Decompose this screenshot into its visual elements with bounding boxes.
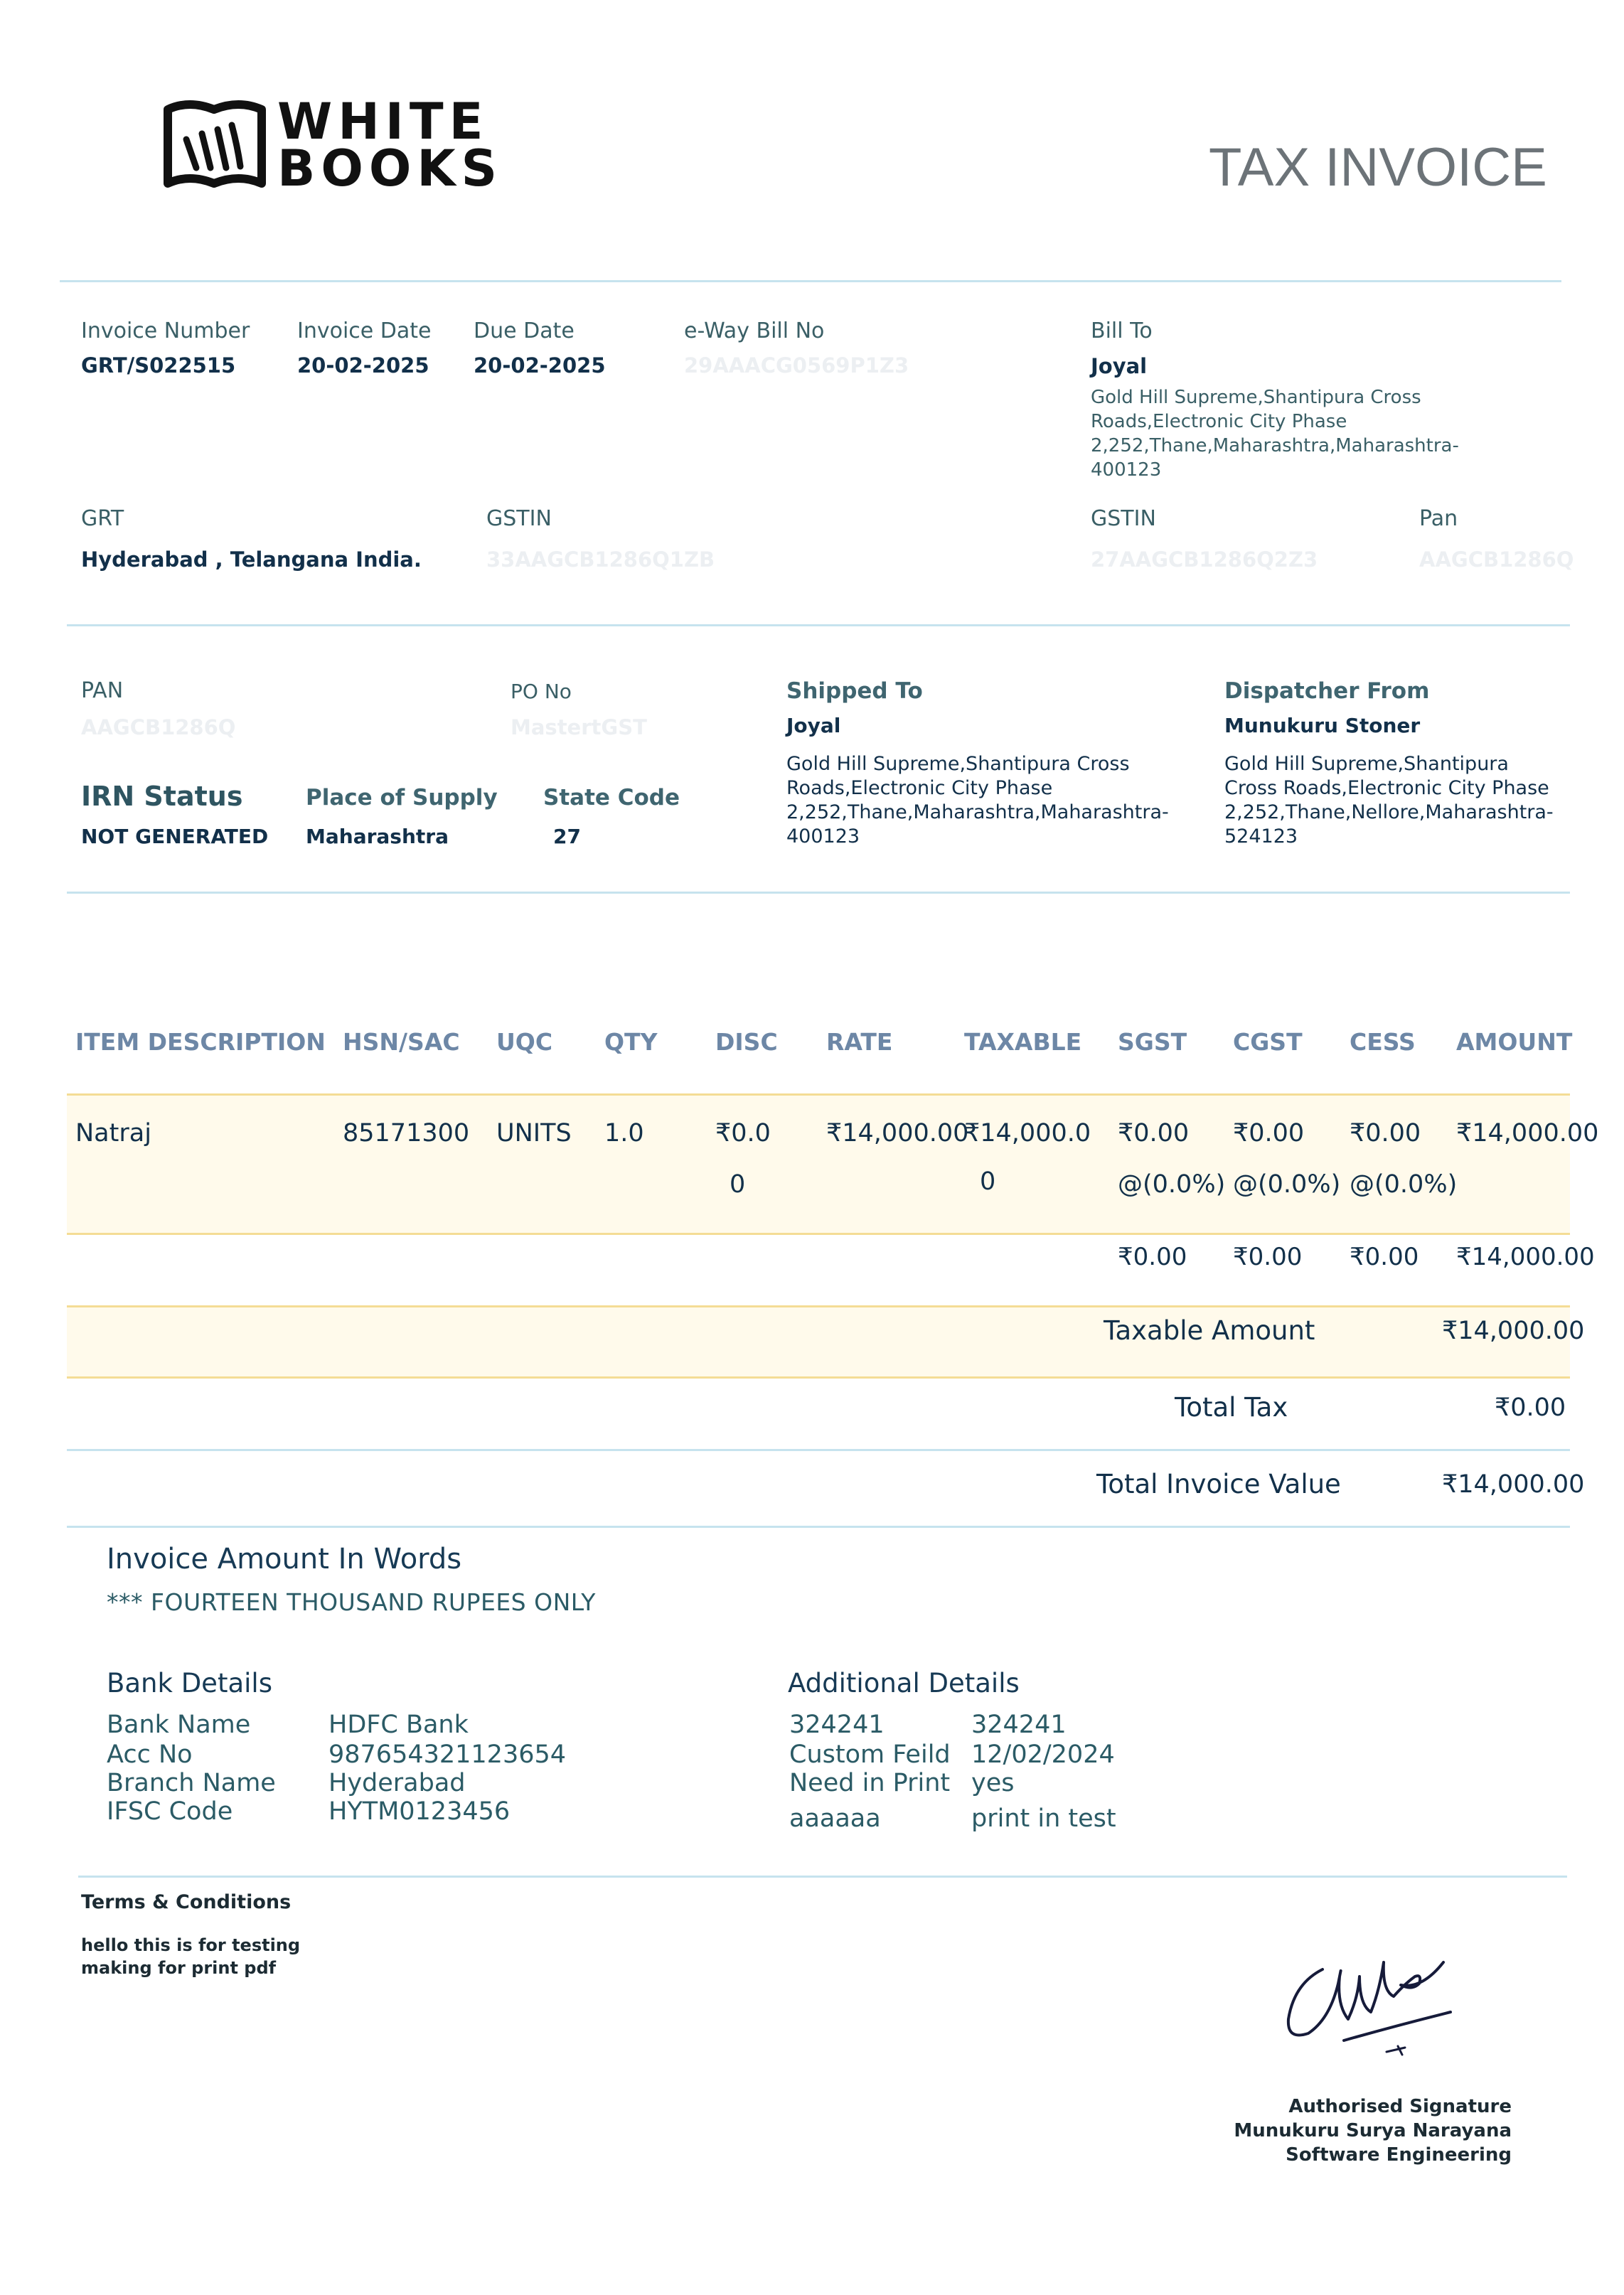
seller-gstin-label: GSTIN [486, 506, 552, 531]
subtotal-sgst: ₹0.00 [1118, 1243, 1187, 1271]
seller-pan-label: PAN [81, 678, 124, 703]
bank-name-label: Bank Name [107, 1711, 251, 1739]
terms-label: Terms & Conditions [81, 1891, 292, 1913]
total-invoice-value-label: Total Invoice Value [1096, 1469, 1341, 1499]
branch-name-label: Branch Name [107, 1769, 276, 1797]
item-sgst-rate: @(0.0%) [1118, 1170, 1226, 1199]
signature-label: Authorised Signature [1288, 2096, 1512, 2117]
subtotal-cess: ₹0.00 [1350, 1243, 1419, 1271]
amount-in-words: *** FOURTEEN THOUSAND RUPEES ONLY [107, 1588, 596, 1616]
due-date-label: Due Date [474, 319, 575, 343]
shipped-to-label: Shipped To [786, 678, 923, 704]
additional-key: 324241 [789, 1711, 885, 1739]
taxable-amount-label: Taxable Amount [1104, 1315, 1315, 1346]
state-code: 27 [553, 825, 581, 848]
dispatcher-name: Munukuru Stoner [1224, 714, 1421, 737]
eway-bill-label: e-Way Bill No [684, 319, 825, 343]
acc-no-label: Acc No [107, 1740, 193, 1769]
seller-name-label: GRT [81, 506, 124, 531]
item-sgst: ₹0.00 [1118, 1119, 1190, 1148]
acc-no: 987654321123654 [328, 1740, 567, 1769]
due-date: 20-02-2025 [474, 353, 606, 378]
additional-key: Need in Print [789, 1769, 951, 1797]
divider [67, 624, 1570, 626]
col-header-taxable: TAXABLE [964, 1028, 1082, 1056]
logo [161, 92, 503, 198]
divider [67, 1449, 1570, 1451]
additional-key: aaaaaa [789, 1804, 881, 1833]
signatory-title: Software Engineering [1286, 2144, 1512, 2166]
dispatcher-address: Gold Hill Supreme,Shantipura Cross Roads,Electronic City Phase 2,252,Thane,Nellore,Maharashtra-524123 [1224, 753, 1554, 847]
col-header-uqc: UQC [496, 1028, 553, 1056]
terms-line: making for print pdf [81, 1958, 277, 1978]
divider [67, 1305, 1570, 1307]
seller-pan: AAGCB1286Q [81, 715, 236, 739]
signatory-name: Munukuru Surya Narayana [1234, 2120, 1512, 2141]
page-title: TAX INVOICE [1209, 137, 1547, 198]
item-cgst: ₹0.00 [1233, 1119, 1305, 1148]
po-number: MastertGST [511, 715, 647, 739]
branch-name: Hyderabad [328, 1769, 466, 1797]
terms-line: hello this is for testing [81, 1935, 301, 1955]
ifsc-code: HYTM0123456 [328, 1797, 511, 1826]
item-disc-cont: 0 [730, 1170, 746, 1199]
item-description: Natraj [75, 1119, 151, 1148]
shipped-to-name: Joyal [786, 714, 841, 737]
item-taxable: ₹14,000.0 [964, 1119, 1091, 1148]
bill-to-pan: AAGCB1286Q [1419, 547, 1574, 572]
bill-to-label: Bill To [1091, 319, 1153, 343]
col-header-cess: CESS [1350, 1028, 1416, 1056]
additional-key: Custom Feild [789, 1740, 951, 1769]
bank-details-label: Bank Details [107, 1668, 272, 1698]
eway-bill-number: 29AAACG0569P1Z3 [684, 353, 909, 378]
bill-to-address: Gold Hill Supreme,Shantipura Cross Roads,Electronic City Phase 2,252,Thane,Maharashtra,Maharashtra-400123 [1091, 387, 1459, 481]
logo-text-line1: WHITE [277, 92, 489, 151]
col-header-cgst: CGST [1233, 1028, 1303, 1056]
place-of-supply-label: Place of Supply [306, 785, 498, 811]
logo-text-line2: BOOKS [277, 139, 503, 198]
invoice-date-label: Invoice Date [297, 319, 432, 343]
ifsc-code-label: IFSC Code [107, 1797, 233, 1826]
col-header-amount: AMOUNT [1456, 1028, 1573, 1056]
bill-to-gstin: 27AAGCB1286Q2Z3 [1091, 547, 1318, 572]
divider [67, 1376, 1570, 1379]
irn-status: NOT GENERATED [81, 825, 269, 848]
item-cess-rate: @(0.0%) [1350, 1170, 1458, 1199]
signature-scribble-icon [1280, 1934, 1465, 2062]
seller-gstin: 33AAGCB1286Q1ZB [486, 547, 715, 572]
divider [67, 1233, 1570, 1235]
po-number-label: PO No [511, 680, 572, 703]
item-cess: ₹0.00 [1350, 1119, 1421, 1148]
additional-value: yes [971, 1769, 1015, 1797]
place-of-supply: Maharashtra [306, 825, 449, 848]
item-qty: 1.0 [604, 1119, 644, 1148]
invoice-number: GRT/S022515 [81, 353, 236, 378]
shipped-to-address: Gold Hill Supreme,Shantipura Cross Roads,Electronic City Phase 2,252,Thane,Maharashtra,Maharashtra-400123 [786, 753, 1169, 847]
bill-to-pan-label: Pan [1419, 506, 1458, 531]
item-uqc: UNITS [496, 1119, 572, 1148]
item-disc: ₹0.0 [715, 1119, 771, 1148]
taxable-amount: ₹14,000.00 [1442, 1317, 1585, 1345]
amount-in-words-label: Invoice Amount In Words [107, 1543, 462, 1576]
col-header-rate: RATE [826, 1028, 893, 1056]
total-invoice-value: ₹14,000.00 [1442, 1470, 1585, 1499]
bank-name: HDFC Bank [328, 1711, 469, 1739]
bill-to-name: Joyal [1091, 354, 1148, 378]
divider [60, 280, 1561, 282]
invoice-number-label: Invoice Number [81, 319, 250, 343]
col-header-hsn: HSN/SAC [343, 1028, 460, 1056]
divider [67, 892, 1570, 894]
invoice-date: 20-02-2025 [297, 353, 429, 378]
table-row-band [67, 1095, 1570, 1234]
item-amount: ₹14,000.00 [1456, 1119, 1599, 1148]
irn-status-label: IRN Status [81, 781, 243, 812]
divider [78, 1876, 1567, 1878]
book-logo-icon [161, 97, 267, 196]
state-code-label: State Code [543, 785, 680, 811]
col-header-disc: DISC [715, 1028, 778, 1056]
subtotal-cgst: ₹0.00 [1233, 1243, 1303, 1271]
additional-details-label: Additional Details [788, 1668, 1020, 1698]
divider [67, 1526, 1570, 1528]
col-header-qty: QTY [604, 1028, 658, 1056]
divider [67, 1093, 1570, 1096]
additional-value: print in test [971, 1804, 1116, 1833]
seller-location: Hyderabad , Telangana India. [81, 547, 422, 572]
totals-band [67, 1307, 1570, 1376]
item-hsn: 85171300 [343, 1119, 470, 1148]
col-header-sgst: SGST [1118, 1028, 1187, 1056]
total-tax-label: Total Tax [1175, 1392, 1288, 1423]
subtotal-amount: ₹14,000.00 [1456, 1243, 1595, 1271]
col-header-description: ITEM DESCRIPTION [75, 1028, 326, 1056]
dispatcher-label: Dispatcher From [1224, 678, 1430, 704]
additional-value: 324241 [971, 1711, 1067, 1739]
item-rate: ₹14,000.00 [826, 1119, 969, 1148]
item-cgst-rate: @(0.0%) [1233, 1170, 1341, 1199]
total-tax: ₹0.00 [1495, 1393, 1566, 1422]
bill-to-gstin-label: GSTIN [1091, 506, 1156, 531]
item-taxable-cont: 0 [980, 1167, 996, 1196]
additional-value: 12/02/2024 [971, 1740, 1115, 1769]
